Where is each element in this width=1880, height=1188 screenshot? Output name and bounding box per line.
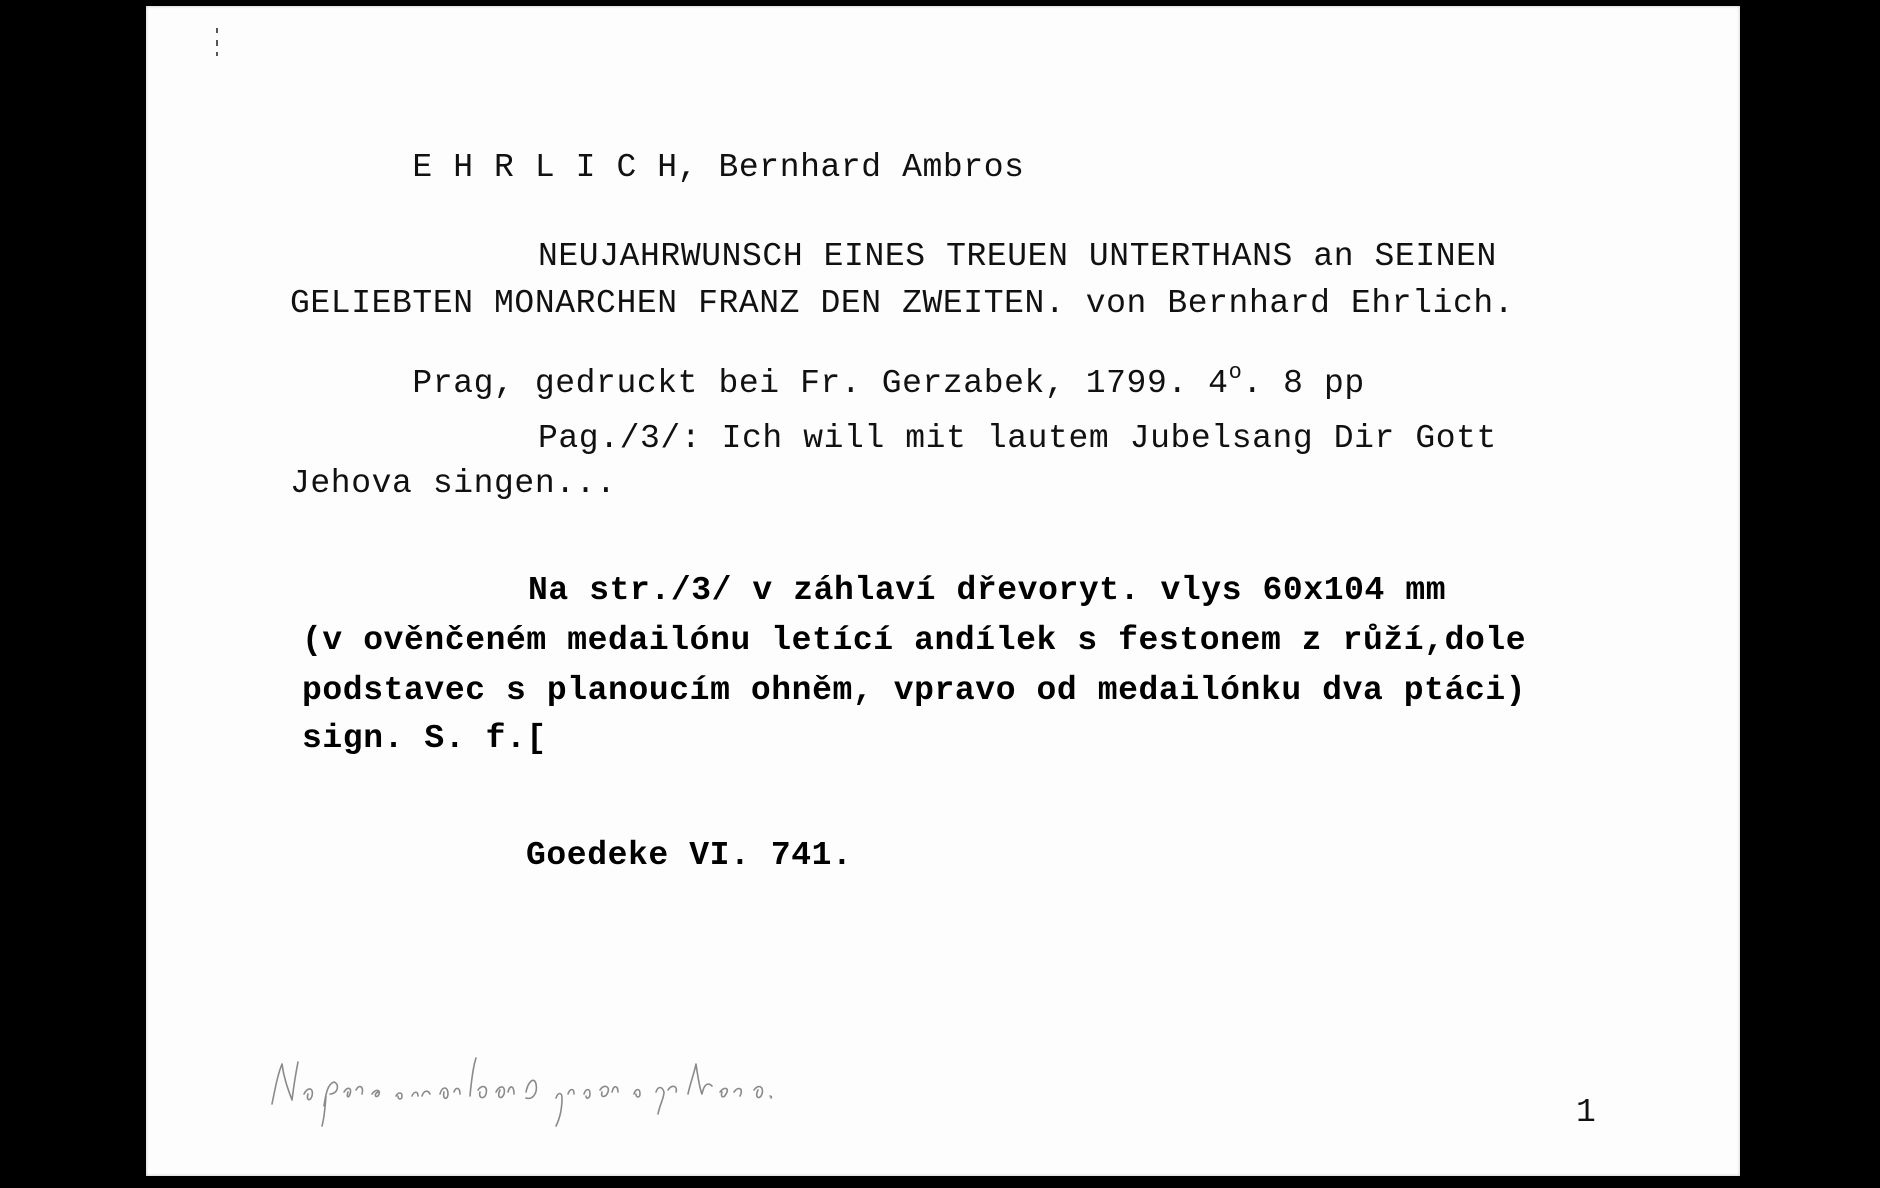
card-number: 1	[1576, 1094, 1597, 1131]
title-line-1: NEUJAHRWUNSCH EINES TREUEN UNTERTHANS an SEINEN	[538, 238, 1497, 275]
author-heading	[290, 118, 1025, 217]
author-surname: E H R L I C H,	[412, 149, 699, 186]
author-given-names: Bernhard Ambros	[698, 149, 1025, 186]
note-line-1: Na str./3/ v záhlaví dřevoryt. vlys 60x104 mm	[528, 572, 1447, 609]
note-line-3: podstavec s planoucím ohněm, vpravo od medailónku dva ptáci)	[302, 672, 1527, 709]
incipit-line-1: Pag./3/: Ich will mit lautem Jubelsang Dir Gott	[538, 420, 1497, 457]
imprint-text: Prag, gedruckt bei Fr. Gerzabek, 1799. 4	[412, 365, 1229, 402]
title-line-2: GELIEBTEN MONARCHEN FRANZ DEN ZWEITEN. von Bernhard Ehrlich.	[290, 285, 1515, 322]
dust-speck	[216, 52, 218, 56]
imprint-line	[290, 334, 1365, 433]
note-line-2: (v ověnčeném medailónu letící andílek s festonem z růží,dole	[302, 622, 1527, 659]
note-line-4: sign. S. f.[	[302, 720, 547, 757]
dust-speck	[216, 40, 218, 46]
incipit-line-2: Jehova singen...	[290, 465, 617, 502]
format-superscript: o	[1228, 360, 1243, 385]
handwritten-pencil-note	[264, 1034, 964, 1134]
catalog-card	[146, 6, 1740, 1176]
imprint-pages: . 8 pp	[1242, 365, 1365, 402]
dust-speck	[216, 28, 218, 33]
bibliographic-reference: Goedeke VI. 741.	[526, 837, 853, 874]
